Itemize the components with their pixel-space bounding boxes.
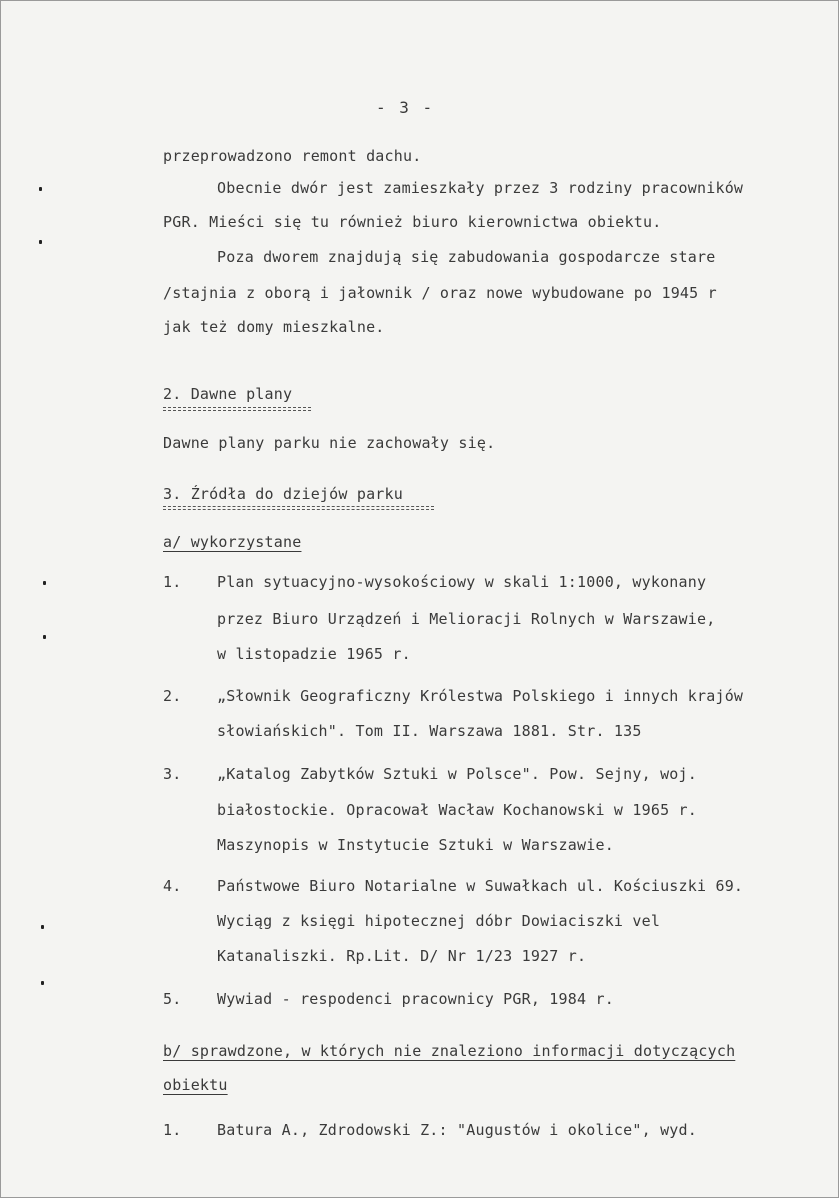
intro-line: PGR. Mieści się tu również biuro kierownictwa obiektu. bbox=[163, 213, 662, 231]
intro-line: Poza dworem znajdują się zabudowania gospodarcze stare bbox=[217, 248, 716, 266]
list-item-line: Plan sytuacyjno-wysokościowy w skali 1:1000, wykonany bbox=[217, 573, 707, 591]
list-item-line: w listopadzie 1965 r. bbox=[217, 645, 411, 663]
heading-underline bbox=[163, 506, 434, 507]
list-item-number: 4. bbox=[163, 877, 182, 895]
intro-line: przeprowadzono remont dachu. bbox=[163, 147, 422, 165]
margin-speck bbox=[39, 240, 42, 244]
list-item-number: 5. bbox=[163, 990, 182, 1008]
list-item-line: Wywiad - respodenci pracownicy PGR, 1984 r. bbox=[217, 990, 614, 1008]
subsection-b-heading-cont: obiektu bbox=[163, 1076, 228, 1094]
list-item-line: Wyciąg z księgi hipotecznej dóbr Dowiaciszki vel bbox=[217, 912, 661, 930]
margin-speck bbox=[41, 925, 44, 929]
intro-line: jak też domy mieszkalne. bbox=[163, 318, 385, 336]
list-item-line: Batura A., Zdrodowski Z.: "Augustów i okolice", wyd. bbox=[217, 1121, 697, 1139]
list-item-line: „Katalog Zabytków Sztuki w Polsce". Pow. Sejny, woj. bbox=[217, 765, 697, 783]
list-item-line: „Słownik Geograficzny Królestwa Polskiego i innych krajów bbox=[217, 687, 744, 705]
margin-speck bbox=[41, 981, 44, 985]
page-number: - 3 - bbox=[376, 98, 435, 117]
list-item-line: białostockie. Opracował Wacław Kochanowski w 1965 r. bbox=[217, 801, 697, 819]
section-2-heading: 2. Dawne plany bbox=[163, 385, 293, 403]
subsection-a-heading: a/ wykorzystane bbox=[163, 533, 302, 551]
intro-line: /stajnia z oborą i jałownik / oraz nowe wybudowane po 1945 r bbox=[163, 284, 717, 302]
intro-line: Obecnie dwór jest zamieszkały przez 3 rodziny pracowników bbox=[217, 179, 744, 197]
list-item-line: Maszynopis w Instytucie Sztuki w Warszawie. bbox=[217, 836, 614, 854]
margin-speck bbox=[43, 635, 46, 639]
list-item-number: 1. bbox=[163, 573, 182, 591]
section-2-text: Dawne plany parku nie zachowały się. bbox=[163, 434, 496, 452]
heading-underline bbox=[163, 407, 311, 408]
margin-speck bbox=[43, 581, 46, 585]
subsection-b-heading: b/ sprawdzone, w których nie znaleziono informacji dotyczących bbox=[163, 1042, 736, 1060]
list-item-number: 1. bbox=[163, 1121, 182, 1139]
list-item-line: Państwowe Biuro Notarialne w Suwałkach ul. Kościuszki 69. bbox=[217, 877, 744, 895]
list-item-line: słowiańskich". Tom II. Warszawa 1881. Str. 135 bbox=[217, 722, 642, 740]
list-item-number: 3. bbox=[163, 765, 182, 783]
list-item-line: przez Biuro Urządzeń i Melioracji Rolnych w Warszawie, bbox=[217, 610, 716, 628]
margin-speck bbox=[39, 187, 42, 191]
section-3-heading: 3. Źródła do dziejów parku bbox=[163, 485, 403, 503]
list-item-number: 2. bbox=[163, 687, 182, 705]
list-item-line: Katanaliszki. Rp.Lit. D/ Nr 1/23 1927 r. bbox=[217, 947, 587, 965]
